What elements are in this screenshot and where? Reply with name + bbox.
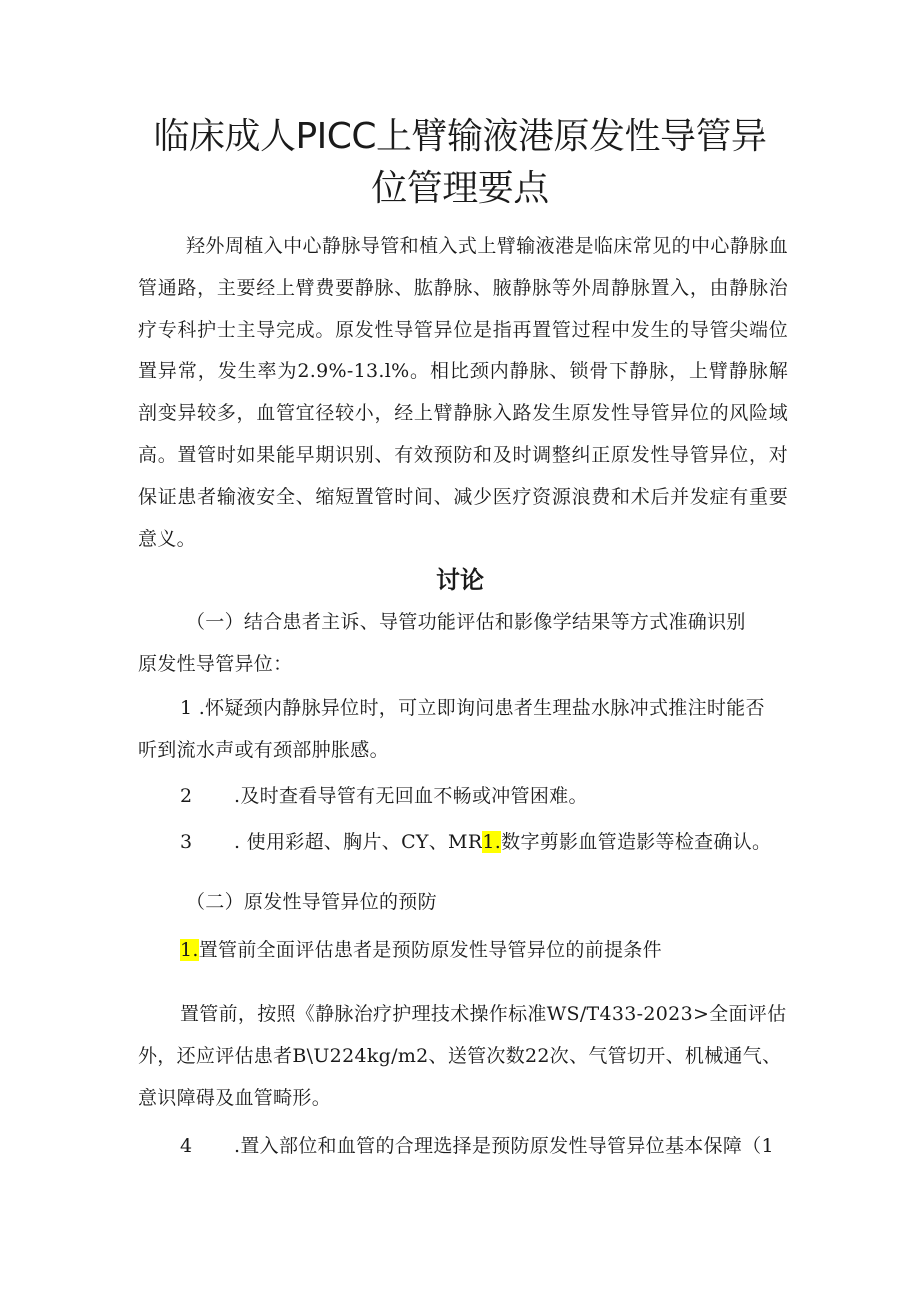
section1-item2 <box>180 776 588 818</box>
section1-item2-number: 2 <box>180 785 193 807</box>
intro-paragraph: 羟外周植入中心静脉导管和植入式上臂输液港是临床常见的中心静脉血管通路，主要经上臂费要静脉、肱静脉、腋静脉等外周静脉置入，由静脉治疗专科护士主导完成。原发性导管异位是指再置管过程中发生的导管尖端位置异常，发生率为2.9%-13.l%。相比颈内静脉、锁骨下静脉，上臂静脉解剖变异较多，血管宜径较小，经上臂静脉入路发生原发性导管异位的风险域高。置管时如果能早期识别、有效预防和及时调整纠正原发性导管异位，对保证患者输液安全、缩短置管时间、减少医疗资源浪费和术后并发症有重要意义。 <box>138 235 788 550</box>
discussion-heading: 讨论 <box>436 566 484 594</box>
section2-item4 <box>180 1126 774 1168</box>
document-title-line2: 位管理要点 <box>371 168 549 209</box>
section2-para-line2: 外，还应评估患者B\U224kg/m2、送管次数22次、气管切开、机械通气、 <box>138 1045 782 1067</box>
section1-item1-line1: 1 .怀疑颈内静脉异位时，可立即询问患者生理盐水脉冲式推注时能否 <box>180 697 765 719</box>
section2-para-line1: 置管前，按照《静脉治疗护理技术操作标准WS/T433-2023>全面评估 <box>180 1003 787 1025</box>
section2-heading: （二）原发性导管异位的预防 <box>186 891 437 913</box>
section1-item3-text-a: . 使用彩超、胸片、CY、MR <box>234 831 483 853</box>
section2-item4-number: 4 <box>180 1135 193 1157</box>
section2-para-line3: 意识障碍及血管畸形。 <box>138 1087 332 1109</box>
section2-item1-text: 置管前全面评估患者是预防原发性导管异位的前提条件 <box>198 939 662 961</box>
section1-item3 <box>180 822 771 864</box>
section1-heading-line1: （一）结合患者主诉、导管功能评估和影像学结果等方式准确识别 <box>186 611 746 633</box>
document-title-line1: 临床成人PICC上臂输液港原发性导管异 <box>153 116 767 157</box>
section1-item3-highlight: 1. <box>482 831 502 853</box>
section1-heading-line2: 原发性导管异位： <box>138 653 293 675</box>
section1-item3-number: 3 <box>180 831 193 853</box>
section1-item3-text-b: 数字剪影血管造影等检查确认。 <box>501 831 772 853</box>
section1-item2-text: .及时查看导管有无回血不畅或冲管困难。 <box>234 785 588 807</box>
section1-item1-line2: 听到流水声或有颈部肿胀感。 <box>138 739 389 761</box>
section2-item1-highlight: 1. <box>180 939 199 961</box>
section2-item1 <box>180 930 662 972</box>
section2-item4-text: .置入部位和血管的合理选择是预防原发性导管异位基本保障（1 <box>234 1135 774 1157</box>
